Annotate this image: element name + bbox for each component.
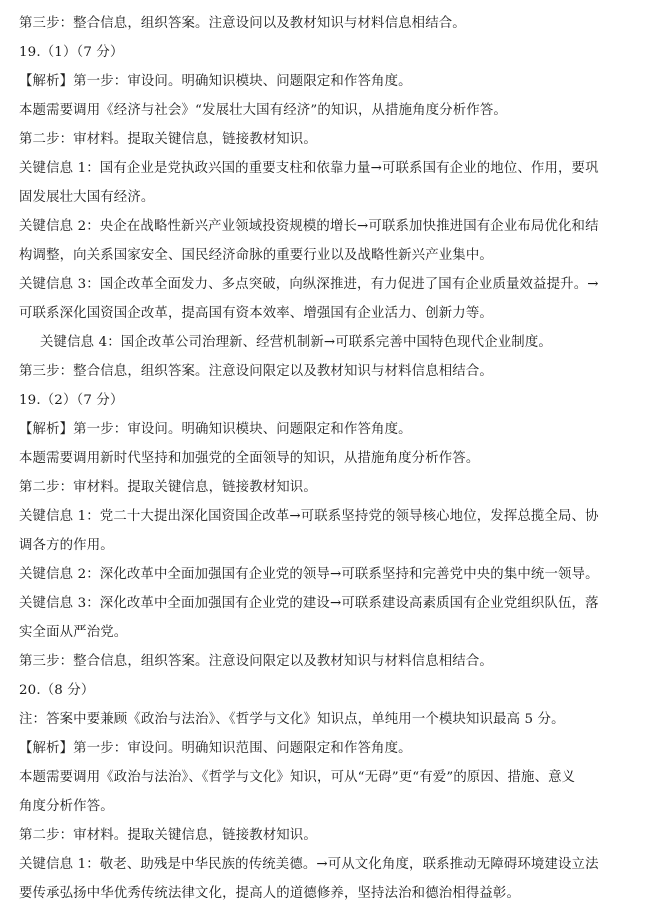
text-line: 关键信息 4：国企改革公司治理新、经营机制新→可联系完善中国特色现代企业制度。 <box>40 335 552 350</box>
text-line: 构调整，向关系国家安全、国民经济命脉的重要行业以及战略性新兴产业集中。 <box>19 248 493 263</box>
text-line: 固发展壮大国有经济。 <box>19 190 155 205</box>
text-line: 实全面从严治党。 <box>19 625 128 640</box>
text-line: 关键信息 3：深化改革中全面加强国有企业党的建设→可联系建设高素质国有企业党组织队伍，落 <box>19 596 599 611</box>
text-line: 要传承弘扬中华优秀传统法律文化，提高人的道德修养，坚持法治和德治相得益彰。 <box>19 886 521 901</box>
text-line: 调各方的作用。 <box>19 538 114 553</box>
text-line: 可联系深化国资国企改革，提高国有资本效率、增强国有企业活力、创新力等。 <box>19 306 493 321</box>
text-line: 第二步：审材料。提取关键信息，链接教材知识。 <box>19 828 317 843</box>
text-line: 本题需要调用新时代坚持和加强党的全面领导的知识，从措施角度分析作答。 <box>19 451 480 466</box>
text-line: 【解析】第一步：审设问。明确知识模块、问题限定和作答角度。 <box>19 422 412 437</box>
text-line: 关键信息 1：党二十大提出深化国资国企改革→可联系坚持党的领导核心地位，发挥总揽全局、协 <box>19 509 599 524</box>
text-line: 第三步：整合信息，组织答案。注意设问以及教材知识与材料信息相结合。 <box>19 16 466 31</box>
text-line: 关键信息 2：央企在战略性新兴产业领域投资规模的增长→可联系加快推进国有企业布局优化和结 <box>19 219 599 234</box>
text-line: 关键信息 1：国有企业是党执政兴国的重要支柱和依靠力量→可联系国有企业的地位、作用，要巩 <box>19 161 599 176</box>
text-line: 关键信息 3：国企改革全面发力、多点突破，向纵深推进，有力促进了国有企业质量效益提升。→ <box>19 277 599 292</box>
text-line: 第三步：整合信息，组织答案。注意设问限定以及教材知识与材料信息相结合。 <box>19 364 493 379</box>
question-heading: 20.（8 分） <box>19 683 95 698</box>
text-line: 关键信息 2：深化改革中全面加强国有企业党的领导→可联系坚持和完善党中央的集中统一领导。 <box>19 567 599 582</box>
question-heading: 19.（2）（7 分） <box>19 393 124 408</box>
text-line: 注：答案中要兼顾《政治与法治》、《哲学与文化》知识点，单纯用一个模块知识最高 5 分。 <box>19 712 565 727</box>
text-line: 第三步：整合信息，组织答案。注意设问限定以及教材知识与材料信息相结合。 <box>19 654 493 669</box>
text-line: 第二步：审材料。提取关键信息，链接教材知识。 <box>19 132 317 147</box>
text-line: 【解析】第一步：审设问。明确知识范围、问题限定和作答角度。 <box>19 741 412 756</box>
text-line: 本题需要调用《经济与社会》“发展壮大国有经济”的知识，从措施角度分析作答。 <box>19 103 507 118</box>
text-line: 第二步：审材料。提取关键信息，链接教材知识。 <box>19 480 317 495</box>
text-line: 【解析】第一步：审设问。明确知识模块、问题限定和作答角度。 <box>19 74 412 89</box>
text-line: 关键信息 1：敬老、助残是中华民族的传统美德。→可从文化角度，联系推动无障碍环境建设立法 <box>19 857 599 872</box>
text-line: 角度分析作答。 <box>19 799 114 814</box>
text-line: 本题需要调用《政治与法治》、《哲学与文化》知识，可从“无碍”更“有爱”的原因、措施、意义 <box>19 770 576 785</box>
question-heading: 19.（1）（7 分） <box>19 45 124 60</box>
